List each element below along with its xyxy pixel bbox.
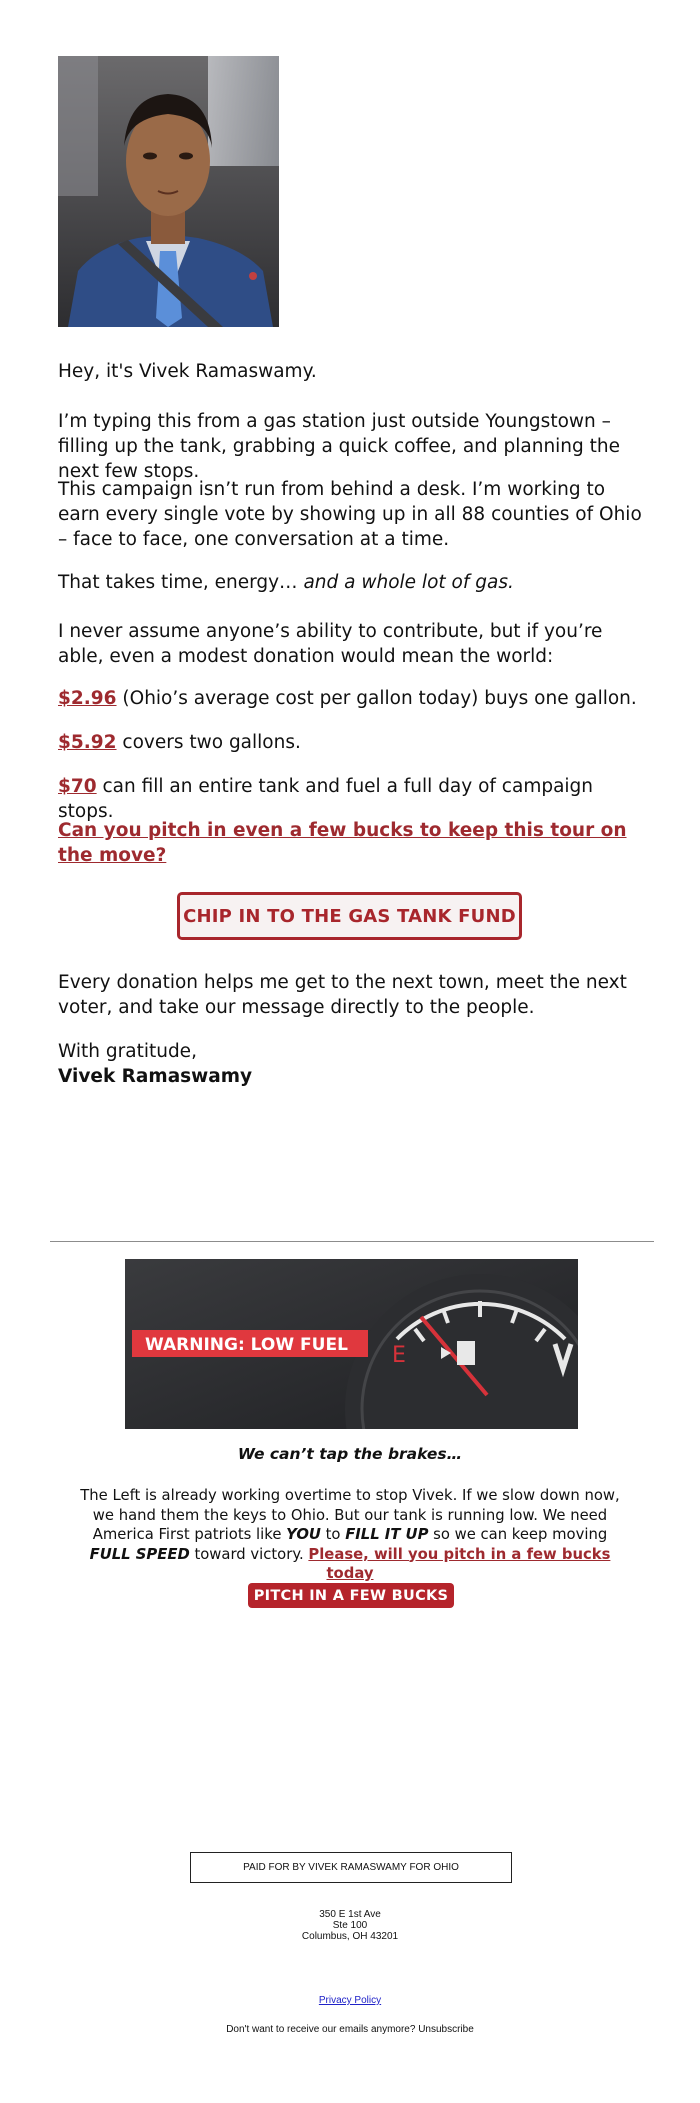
amount-line-2	[58, 730, 648, 755]
low-fuel-banner[interactable]	[125, 1259, 578, 1429]
candidate-photo	[58, 56, 279, 327]
pitch-in-link[interactable]: Please, will you pitch in a few bucks today	[308, 1545, 611, 1582]
footer-text-4: toward victory.	[189, 1545, 309, 1563]
footer-paragraph	[70, 1486, 630, 1584]
closing-paragraph: Every donation helps me get to the next town, meet the next voter, and take our message directly to the people.	[58, 972, 627, 1018]
amount-line-1	[58, 686, 648, 711]
divider	[50, 1241, 654, 1242]
mailing-address	[0, 1909, 700, 1942]
privacy-policy-link[interactable]: Privacy Policy	[318, 1995, 382, 2006]
footer-fill-it-up: FILL IT UP	[345, 1526, 429, 1543]
intro-paragraph: I’m typing this from a gas station just outside Youngstown – filling up the tank, grabbing a quick coffee, and planning the next few stops.	[58, 411, 621, 482]
amount-link-2[interactable]: $5.92	[58, 732, 117, 753]
pitch-in-button[interactable]: PITCH IN A FEW BUCKS	[248, 1583, 454, 1608]
warning-text: WARNING: LOW FUEL	[145, 1335, 348, 1355]
footer-full-speed: FULL SPEED	[89, 1545, 190, 1563]
amount-link-1[interactable]: $2.96	[58, 688, 117, 709]
gas-paragraph	[58, 570, 648, 595]
footer-text-1: The Left is already working overtime to stop Vivek. If we slow down now, we hand them the keys to Ohio. But our tank is running low. We need America First patriots like	[80, 1487, 620, 1543]
greeting: Hey, it's Vivek Ramaswamy.	[58, 361, 317, 382]
brakes-heading: We can’t tap the brakes…	[237, 1445, 463, 1463]
gas-italic-text: and a whole lot of gas.	[303, 572, 514, 593]
campaign-paragraph: This campaign isn’t run from behind a desk. I’m working to earn every single vote by showing up in all 88 counties of Ohio – face to face, one conversation at a time.	[58, 479, 642, 550]
amount-text-2: covers two gallons.	[116, 732, 301, 753]
amount-text-1: (Ohio’s average cost per gallon today) buys one gallon.	[116, 688, 637, 709]
amount-text-3: can fill an entire tank and fuel a full day of campaign stops.	[58, 776, 594, 822]
address-line-3: Columbus, OH 43201	[301, 1931, 399, 1942]
signoff: With gratitude,	[58, 1041, 197, 1062]
gas-tank-fund-button[interactable]: CHIP IN TO THE GAS TANK FUND	[177, 892, 522, 940]
gauge-empty-label: E	[392, 1343, 406, 1368]
ask-link[interactable]: Can you pitch in even a few bucks to keep this tour on the move?	[58, 820, 627, 866]
amount-link-3[interactable]: $70	[58, 776, 97, 797]
footer-text-2: to	[320, 1526, 346, 1543]
paid-for-disclaimer: PAID FOR BY VIVEK RAMASWAMY FOR OHIO	[190, 1852, 512, 1883]
address-line-2: Ste 100	[332, 1920, 368, 1931]
address-line-1: 350 E 1st Ave	[319, 1909, 381, 1920]
unsubscribe-text[interactable]: Don't want to receive our emails anymore? Unsubscribe	[226, 2024, 474, 2035]
footer-you: YOU	[286, 1526, 321, 1543]
ask-paragraph	[58, 818, 648, 868]
footer-text-3: so we can keep moving	[428, 1526, 608, 1543]
gas-lead-text: That takes time, energy…	[58, 572, 304, 593]
signature: Vivek Ramaswamy	[58, 1066, 253, 1087]
donation-intro: I never assume anyone’s ability to contribute, but if you’re able, even a modest donation would mean the world:	[58, 621, 603, 667]
amount-line-3	[58, 774, 648, 824]
